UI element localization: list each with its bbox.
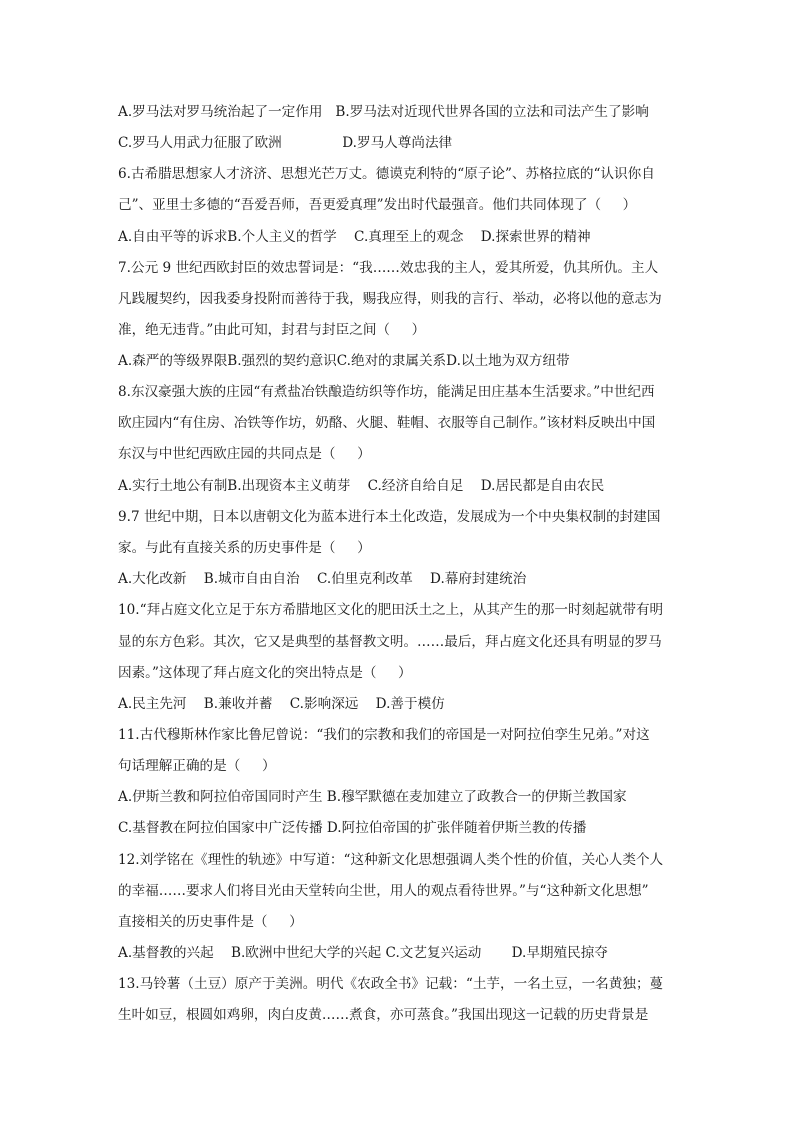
question-7-line-2: 凡践履契约，因我委身投附而善待于我，赐我应得，则我的言行、举动，必将以他的意志为 <box>118 291 662 307</box>
question-10-options: A.民主先河 B.兼收并蓄 C.影响深远 D.善于模仿 <box>118 696 445 712</box>
option-line-5b: C.罗马人用武力征服了欧洲 D.罗马人尊尚法律 <box>118 135 453 151</box>
option-line-5: A.罗马法对罗马统治起了一定作用 B.罗马法对近现代世界各国的立法和司法产生了影响 <box>118 104 649 120</box>
question-11-options-2: C.基督教在阿拉伯国家中广泛传播 D.阿拉伯帝国的扩张伴随着伊斯兰教的传播 <box>118 820 587 836</box>
question-12-line-3: 直接相关的历史事件是（ ） <box>118 914 303 930</box>
question-11-line-2: 句话理解正确的是（ ） <box>118 758 276 774</box>
question-12-options: A.基督教的兴起 B.欧洲中世纪大学的兴起 C.文艺复兴运动 D.早期殖民掠夺 <box>118 945 608 961</box>
question-8-options: A.实行土地公有制B.出现资本主义萌芽 C.经济自给自足 D.居民都是自由农民 <box>118 478 605 494</box>
question-10-line-2: 显的东方色彩。其次，它又是典型的基督教文明。……最后，拜占庭文化还具有明显的罗马 <box>118 634 662 650</box>
question-11-line-1: 11.古代穆斯林作家比鲁尼曾说：“我们的宗教和我们的帝国是一对阿拉伯孪生兄弟。”对这 <box>118 727 650 743</box>
question-9-options: A.大化改新 B.城市自由自治 C.伯里克利改革 D.幕府封建统治 <box>118 571 527 587</box>
question-8-line-2: 欧庄园内“有住房、冶铁等作坊，奶酪、火腿、鞋帽、衣服等自己制作。”该材料反映出中国 <box>118 415 656 431</box>
question-9-line-1: 9.7 世纪中期，日本以唐朝文化为蓝本进行本土化改造，发展成为一个中央集权制的封建国 <box>118 509 661 525</box>
question-9-line-2: 家。与此有直接关系的历史事件是（ ） <box>118 540 371 556</box>
question-8-line-3: 东汉与中世纪西欧庄园的共同点是（ ） <box>118 446 371 462</box>
question-10-line-1: 10.“拜占庭文化立足于东方希腊地区文化的肥田沃土之上，从其产生的那一时刻起就带有明 <box>118 602 664 618</box>
question-13-line-1: 13.马铃薯（土豆）原产于美洲。明代《农政全书》记载：“土芋，一名土豆，一名黄独；蔓 <box>118 976 664 992</box>
question-6-options: A.自由平等的诉求B.个人主义的哲学 C.真理至上的观念 D.探索世界的精神 <box>118 229 591 245</box>
question-7-options: A.森严的等级界限B.强烈的契约意识C.绝对的隶属关系D.以土地为双方纽带 <box>118 353 570 369</box>
question-7-line-3: 准，绝无违背。”由此可知，封君与封臣之间（ ） <box>118 322 426 338</box>
question-7-line-1: 7.公元 9 世纪西欧封臣的效忠誓词是：“我……效忠我的主人，爱其所爱，仇其所仇。主人 <box>118 260 659 276</box>
question-8-line-1: 8.东汉豪强大族的庄园“有煮盐冶铁酿造纺织等作坊，能满足田庄基本生活要求。”中世纪西 <box>118 384 655 400</box>
question-10-line-3: 因素。”这体现了拜占庭文化的突出特点是（ ） <box>118 665 412 681</box>
question-12-line-1: 12.刘学铭在《理性的轨迹》中写道：“这种新文化思想强调人类个性的价值，关心人类个人 <box>118 852 664 868</box>
question-12-line-2: 的幸福……要求人们将目光由天堂转向尘世，用人的观点看待世界。”与“这种新文化思想” <box>118 883 649 899</box>
question-6-line-1: 6.古希腊思想家人才济济、思想光芒万丈。德谟克利特的“原子论”、苏格拉底的“认识你自 <box>118 166 655 182</box>
question-11-options-1: A.伊斯兰教和阿拉伯帝国同时产生 B.穆罕默德在麦加建立了政教合一的伊斯兰教国家 <box>118 789 627 805</box>
question-6-line-2: 己”、亚里士多德的“吾爱吾师，吾更爱真理”发出时代最强音。他们共同体现了（ ） <box>118 197 637 213</box>
question-13-line-2: 生叶如豆，根圆如鸡卵，肉白皮黄……煮食，亦可蒸食。”我国出现这一记载的历史背景是 <box>118 1007 649 1023</box>
